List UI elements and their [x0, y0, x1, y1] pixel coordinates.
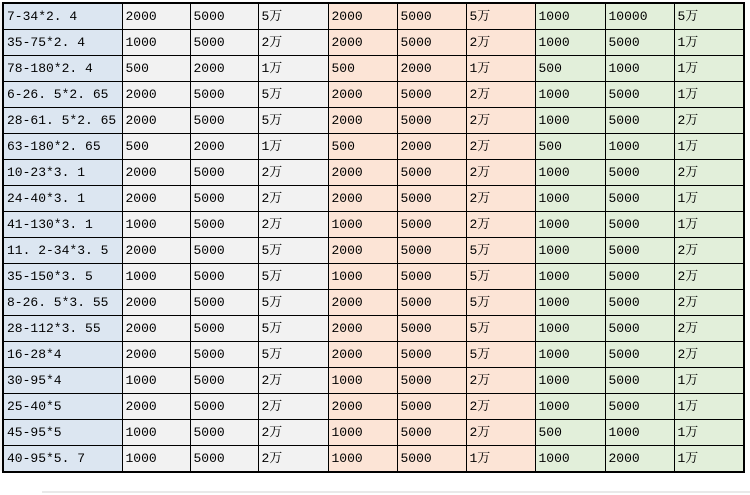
table-row [3, 160, 744, 186]
value-cell[interactable]: 2000 [122, 3, 190, 30]
value-cell[interactable]: 5万 [466, 342, 535, 368]
value-cell[interactable]: 2万 [466, 420, 535, 446]
value-cell[interactable]: 1000 [535, 342, 605, 368]
value-cell[interactable]: 1000 [122, 30, 190, 56]
row-label-cell[interactable]: 7-34*2. 4 [3, 3, 122, 30]
value-cell[interactable]: 5000 [190, 186, 258, 212]
value-cell[interactable]: 1万 [674, 420, 744, 446]
table-row [3, 56, 744, 82]
value-cell[interactable]: 2000 [328, 316, 397, 342]
value-cell[interactable]: 1万 [674, 212, 744, 238]
value-cell[interactable]: 1000 [535, 186, 605, 212]
value-cell[interactable]: 2万 [258, 368, 328, 394]
value-cell[interactable]: 5万 [258, 3, 328, 30]
value-cell[interactable]: 5000 [190, 160, 258, 186]
value-cell[interactable]: 2000 [122, 160, 190, 186]
value-cell[interactable]: 1000 [535, 238, 605, 264]
value-cell[interactable]: 5000 [605, 368, 674, 394]
row-label-cell[interactable]: 8-26. 5*3. 55 [3, 290, 122, 316]
value-cell[interactable]: 2万 [258, 30, 328, 56]
value-cell[interactable]: 5万 [466, 290, 535, 316]
value-cell[interactable]: 5000 [190, 238, 258, 264]
value-cell[interactable]: 5000 [397, 30, 466, 56]
value-cell[interactable]: 2万 [258, 160, 328, 186]
bottom-divider [42, 491, 750, 493]
value-cell[interactable]: 10000 [605, 3, 674, 30]
table-body [3, 3, 744, 472]
value-cell[interactable]: 5000 [605, 30, 674, 56]
value-cell[interactable]: 1万 [674, 82, 744, 108]
value-cell[interactable]: 1万 [258, 134, 328, 160]
row-label-cell[interactable]: 45-95*5 [3, 420, 122, 446]
table-row [3, 212, 744, 238]
row-label-cell[interactable]: 10-23*3. 1 [3, 160, 122, 186]
value-cell[interactable]: 5000 [397, 264, 466, 290]
value-cell[interactable]: 5000 [190, 30, 258, 56]
value-cell[interactable]: 500 [122, 134, 190, 160]
value-cell[interactable]: 5000 [605, 342, 674, 368]
value-cell[interactable]: 2000 [122, 316, 190, 342]
value-cell[interactable]: 5000 [397, 316, 466, 342]
value-cell[interactable]: 2万 [466, 186, 535, 212]
value-cell[interactable]: 5000 [190, 420, 258, 446]
value-cell[interactable]: 5000 [397, 3, 466, 30]
value-cell[interactable]: 5000 [605, 238, 674, 264]
value-cell[interactable]: 500 [122, 56, 190, 82]
value-cell[interactable]: 2000 [122, 394, 190, 420]
value-cell[interactable]: 2000 [122, 186, 190, 212]
value-cell[interactable]: 2000 [397, 56, 466, 82]
value-cell[interactable]: 5万 [258, 238, 328, 264]
value-cell[interactable]: 5000 [190, 290, 258, 316]
table-row [3, 446, 744, 473]
value-cell[interactable]: 2000 [122, 82, 190, 108]
value-cell[interactable]: 1000 [535, 212, 605, 238]
value-cell[interactable]: 2000 [328, 238, 397, 264]
value-cell[interactable]: 5万 [674, 3, 744, 30]
table-row [3, 420, 744, 446]
value-cell[interactable]: 5000 [190, 264, 258, 290]
row-label-cell[interactable]: 41-130*3. 1 [3, 212, 122, 238]
value-cell[interactable]: 2万 [258, 446, 328, 473]
value-cell[interactable]: 5000 [190, 368, 258, 394]
value-cell[interactable]: 5000 [190, 446, 258, 473]
row-label-cell[interactable]: 6-26. 5*2. 65 [3, 82, 122, 108]
table-row [3, 368, 744, 394]
value-cell[interactable]: 1000 [122, 212, 190, 238]
value-cell[interactable]: 5000 [397, 212, 466, 238]
value-cell[interactable]: 1000 [328, 446, 397, 473]
value-cell[interactable]: 5000 [397, 82, 466, 108]
row-label-cell[interactable]: 30-95*4 [3, 368, 122, 394]
value-cell[interactable]: 2000 [328, 30, 397, 56]
table-row [3, 82, 744, 108]
value-cell[interactable]: 2万 [466, 394, 535, 420]
value-cell[interactable]: 2000 [605, 446, 674, 473]
value-cell[interactable]: 5000 [397, 368, 466, 394]
row-label-cell[interactable]: 28-112*3. 55 [3, 316, 122, 342]
table-row [3, 134, 744, 160]
value-cell[interactable]: 5000 [190, 316, 258, 342]
value-cell[interactable]: 2000 [122, 342, 190, 368]
table-row [3, 238, 744, 264]
value-cell[interactable]: 2000 [190, 134, 258, 160]
value-cell[interactable]: 1000 [122, 446, 190, 473]
value-cell[interactable]: 1000 [328, 212, 397, 238]
table-row [3, 30, 744, 56]
value-cell[interactable]: 5万 [258, 290, 328, 316]
value-cell[interactable]: 1000 [535, 316, 605, 342]
value-cell[interactable]: 5000 [190, 108, 258, 134]
value-cell[interactable]: 1000 [535, 82, 605, 108]
row-label-cell[interactable]: 11. 2-34*3. 5 [3, 238, 122, 264]
table-row [3, 316, 744, 342]
value-cell[interactable]: 5万 [258, 264, 328, 290]
table-row [3, 3, 744, 30]
value-cell[interactable]: 1万 [674, 134, 744, 160]
value-cell[interactable]: 5000 [397, 420, 466, 446]
value-cell[interactable]: 1000 [535, 446, 605, 473]
value-cell[interactable]: 500 [535, 56, 605, 82]
value-cell[interactable]: 5000 [605, 316, 674, 342]
value-cell[interactable]: 1000 [328, 420, 397, 446]
value-cell[interactable]: 5000 [397, 160, 466, 186]
value-cell[interactable]: 2000 [328, 342, 397, 368]
value-cell[interactable]: 500 [328, 134, 397, 160]
value-cell[interactable]: 5000 [605, 82, 674, 108]
value-cell[interactable]: 1000 [535, 108, 605, 134]
table-row [3, 108, 744, 134]
table-row [3, 290, 744, 316]
value-cell[interactable]: 1万 [674, 186, 744, 212]
value-cell[interactable]: 2000 [328, 3, 397, 30]
value-cell[interactable]: 1000 [328, 264, 397, 290]
value-cell[interactable]: 5000 [397, 446, 466, 473]
value-cell[interactable]: 1000 [605, 420, 674, 446]
value-cell[interactable]: 1000 [535, 290, 605, 316]
table-row [3, 394, 744, 420]
table-row [3, 264, 744, 290]
row-label-cell[interactable]: 63-180*2. 65 [3, 134, 122, 160]
value-cell[interactable]: 5万 [258, 108, 328, 134]
value-cell[interactable]: 5万 [466, 316, 535, 342]
value-cell[interactable]: 500 [535, 420, 605, 446]
value-cell[interactable]: 5000 [190, 82, 258, 108]
value-cell[interactable]: 2000 [328, 160, 397, 186]
value-cell[interactable]: 5000 [190, 212, 258, 238]
value-cell[interactable]: 500 [535, 134, 605, 160]
row-label-cell[interactable]: 40-95*5. 7 [3, 446, 122, 473]
value-cell[interactable]: 5000 [397, 238, 466, 264]
value-cell[interactable]: 1000 [122, 420, 190, 446]
row-label-cell[interactable]: 28-61. 5*2. 65 [3, 108, 122, 134]
value-cell[interactable]: 2万 [466, 368, 535, 394]
value-cell[interactable]: 1000 [122, 264, 190, 290]
table-row [3, 186, 744, 212]
row-label-cell[interactable]: 24-40*3. 1 [3, 186, 122, 212]
value-cell[interactable]: 5000 [605, 108, 674, 134]
row-label-cell[interactable]: 78-180*2. 4 [3, 56, 122, 82]
value-cell[interactable]: 2万 [258, 186, 328, 212]
value-cell[interactable]: 5000 [397, 290, 466, 316]
value-cell[interactable]: 2万 [466, 108, 535, 134]
value-cell[interactable]: 2000 [328, 394, 397, 420]
value-cell[interactable]: 1万 [674, 56, 744, 82]
value-cell[interactable]: 2000 [122, 108, 190, 134]
value-cell[interactable]: 1万 [674, 368, 744, 394]
value-cell[interactable]: 2000 [328, 108, 397, 134]
value-cell[interactable]: 5万 [466, 264, 535, 290]
value-cell[interactable]: 2万 [466, 82, 535, 108]
value-cell[interactable]: 2万 [674, 264, 744, 290]
value-cell[interactable]: 5000 [605, 264, 674, 290]
value-cell[interactable]: 5000 [605, 290, 674, 316]
row-label-cell[interactable]: 35-150*3. 5 [3, 264, 122, 290]
value-cell[interactable]: 2万 [674, 316, 744, 342]
value-cell[interactable]: 2万 [674, 108, 744, 134]
value-cell[interactable]: 2万 [466, 160, 535, 186]
value-cell[interactable]: 2万 [466, 212, 535, 238]
row-label-cell[interactable]: 25-40*5 [3, 394, 122, 420]
value-cell[interactable]: 5万 [258, 316, 328, 342]
value-cell[interactable]: 5000 [605, 160, 674, 186]
value-cell[interactable]: 5万 [466, 3, 535, 30]
value-cell[interactable]: 1000 [535, 160, 605, 186]
value-cell[interactable]: 5000 [605, 394, 674, 420]
value-cell[interactable]: 5000 [605, 186, 674, 212]
value-cell[interactable]: 1000 [535, 394, 605, 420]
value-cell[interactable]: 2万 [674, 290, 744, 316]
value-cell[interactable]: 1万 [258, 56, 328, 82]
value-cell[interactable]: 5000 [605, 212, 674, 238]
value-cell[interactable]: 2000 [397, 134, 466, 160]
value-cell[interactable]: 5000 [190, 3, 258, 30]
value-cell[interactable]: 5万 [466, 238, 535, 264]
value-cell[interactable]: 5000 [397, 108, 466, 134]
value-cell[interactable]: 2000 [122, 238, 190, 264]
value-cell[interactable]: 1万 [674, 446, 744, 473]
value-cell[interactable]: 5000 [397, 342, 466, 368]
value-cell[interactable]: 500 [328, 56, 397, 82]
row-label-cell[interactable]: 35-75*2. 4 [3, 30, 122, 56]
value-cell[interactable]: 2000 [122, 290, 190, 316]
row-label-cell[interactable]: 16-28*4 [3, 342, 122, 368]
value-cell[interactable]: 2000 [190, 56, 258, 82]
value-cell[interactable]: 1万 [466, 56, 535, 82]
value-cell[interactable]: 2万 [258, 394, 328, 420]
value-cell[interactable]: 2000 [328, 186, 397, 212]
pricing-table [2, 2, 745, 473]
value-cell[interactable]: 2000 [328, 290, 397, 316]
value-cell[interactable]: 1000 [605, 56, 674, 82]
table-row [3, 342, 744, 368]
value-cell[interactable]: 2万 [674, 160, 744, 186]
value-cell[interactable]: 1000 [535, 264, 605, 290]
value-cell[interactable]: 2万 [466, 134, 535, 160]
value-cell[interactable]: 1万 [466, 446, 535, 473]
value-cell[interactable]: 5万 [258, 82, 328, 108]
value-cell[interactable]: 2万 [466, 30, 535, 56]
value-cell[interactable]: 5000 [397, 186, 466, 212]
value-cell[interactable]: 5000 [397, 394, 466, 420]
value-cell[interactable]: 2000 [328, 82, 397, 108]
value-cell[interactable]: 2万 [674, 238, 744, 264]
value-cell[interactable]: 1万 [674, 30, 744, 56]
value-cell[interactable]: 1000 [122, 368, 190, 394]
value-cell[interactable]: 1000 [535, 368, 605, 394]
value-cell[interactable]: 1000 [535, 30, 605, 56]
value-cell[interactable]: 2万 [258, 420, 328, 446]
value-cell[interactable]: 1万 [674, 394, 744, 420]
value-cell[interactable]: 1000 [605, 134, 674, 160]
value-cell[interactable]: 2万 [674, 342, 744, 368]
value-cell[interactable]: 1000 [535, 3, 605, 30]
value-cell[interactable]: 2万 [258, 212, 328, 238]
value-cell[interactable]: 1000 [328, 368, 397, 394]
value-cell[interactable]: 5000 [190, 394, 258, 420]
value-cell[interactable]: 5万 [258, 342, 328, 368]
value-cell[interactable]: 5000 [190, 342, 258, 368]
